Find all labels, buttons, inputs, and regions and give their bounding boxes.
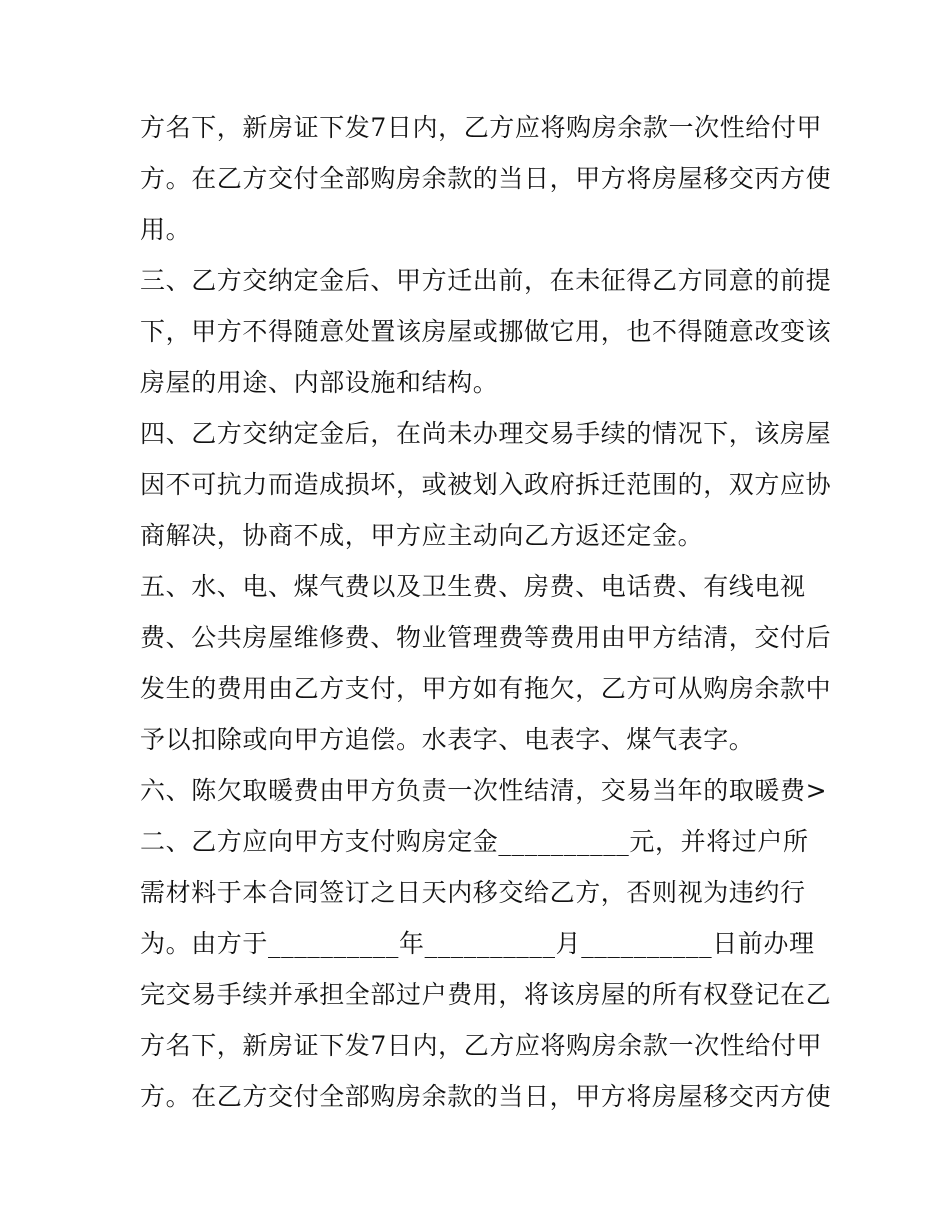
text-line: 三、乙方交纳定金后、甲方迁出前，在未征得乙方同意的前提 [140, 266, 832, 295]
text-line: 方名下，新房证下发7日内，乙方应将购房余款一次性给付甲 [140, 1031, 823, 1060]
text-line: 用。 [140, 215, 192, 244]
text-line: 因不可抗力而造成损坏，或被划入政府拆迁范围的，双方应协 [140, 470, 832, 499]
text-line: 费、公共房屋维修费、物业管理费等费用由甲方结清，交付后 [140, 623, 832, 652]
text-line: 房屋的用途、内部设施和结构。 [140, 368, 499, 397]
text-line: 四、乙方交纳定金后，在尚未办理交易手续的情况下，该房屋 [140, 419, 832, 448]
text-line: 发生的费用由乙方支付，甲方如有拖欠，乙方可从购房余款中 [140, 674, 832, 703]
text-line: 方。在乙方交付全部购房余款的当日，甲方将房屋移交丙方使 [140, 1082, 832, 1111]
text-line: 方。在乙方交付全部购房余款的当日，甲方将房屋移交丙方使 [140, 164, 832, 193]
text-line: 六、陈欠取暖费由甲方负责一次性结清，交易当年的取暖费> [140, 776, 828, 805]
text-line: 需材料于本合同签订之日天内移交给乙方，否则视为违约行 [140, 878, 806, 907]
text-line: 予以扣除或向甲方追偿。水表字、电表字、煤气表字。 [140, 725, 755, 754]
text-line: 二、乙方应向甲方支付购房定金__________元，并将过户所 [140, 827, 809, 856]
text-line: 五、水、电、煤气费以及卫生费、房费、电话费、有线电视 [140, 572, 806, 601]
text-line: 商解决，协商不成，甲方应主动向乙方返还定金。 [140, 521, 704, 550]
text-line: 完交易手续并承担全部过户费用，将该房屋的所有权登记在乙 [140, 980, 832, 1009]
text-line: 方名下，新房证下发7日内，乙方应将购房余款一次性给付甲 [140, 113, 823, 142]
text-line: 为。由方于__________年__________月__________日前办理 [140, 929, 815, 958]
text-line: 下，甲方不得随意处置该房屋或挪做它用，也不得随意改变该 [140, 317, 832, 346]
